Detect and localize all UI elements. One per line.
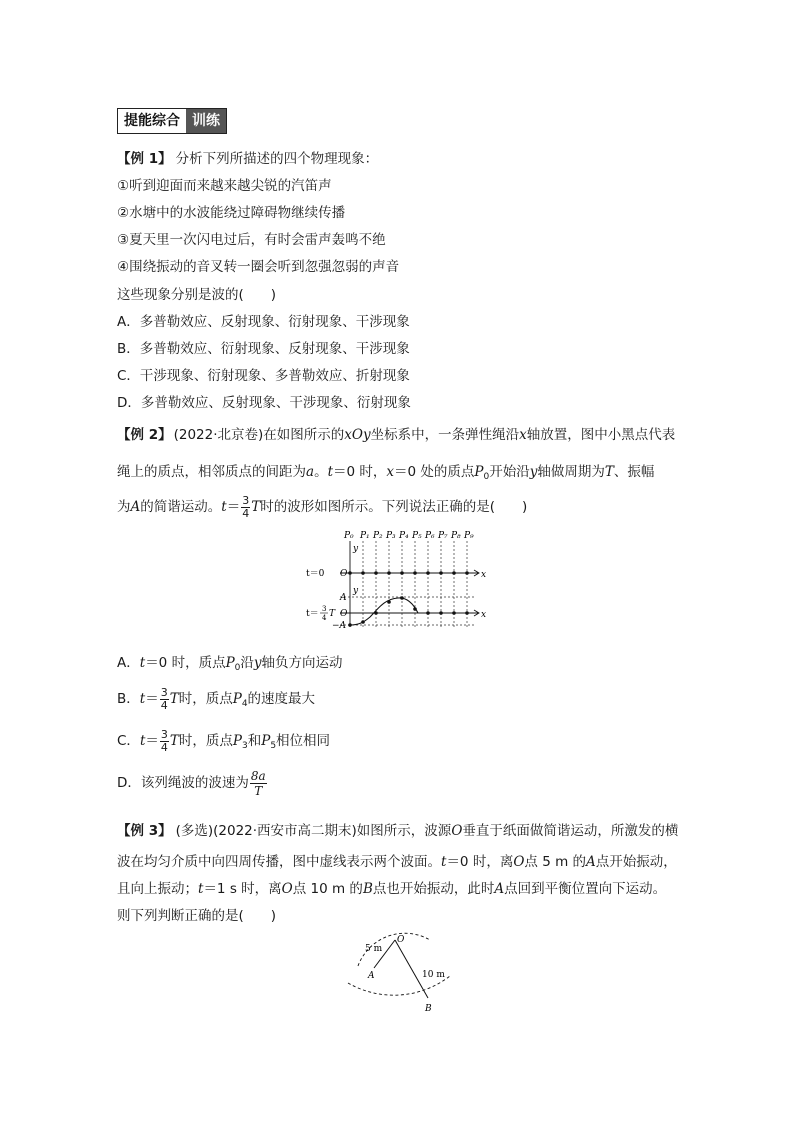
y-label-top: y bbox=[353, 544, 359, 554]
ex3-text: 点也开始振动，此时 bbox=[372, 881, 495, 897]
ex2-tag: 【例 2】 bbox=[117, 427, 172, 443]
ex2-var: t bbox=[221, 499, 227, 515]
segment-ob bbox=[395, 940, 428, 998]
frac-den: T bbox=[254, 783, 263, 798]
ex2-text: 轴做周期为 bbox=[537, 464, 605, 480]
ex2-line-2 bbox=[117, 463, 654, 486]
opt-sub: 0 bbox=[234, 663, 241, 673]
t34-prefix: t＝ bbox=[306, 609, 319, 619]
opt-var: P bbox=[225, 655, 235, 671]
ex1-question bbox=[117, 150, 378, 168]
opt-d-fraction bbox=[250, 769, 267, 798]
ex2-text: ＝0 时， bbox=[333, 464, 387, 480]
ex3-tag: 【例 3】 bbox=[117, 823, 172, 839]
ex2-text: 绳上的质点，相邻质点的间距为 bbox=[117, 464, 306, 480]
frac-den: 4 bbox=[160, 698, 168, 712]
ex3-var: O bbox=[513, 854, 525, 870]
label-p7: P₇ bbox=[438, 531, 448, 541]
ex3-var: A bbox=[494, 881, 505, 897]
label-p1: P₁ bbox=[360, 531, 370, 541]
opt-text: ＝0 时，质点 bbox=[145, 655, 226, 671]
ex2-text: 的简谐运动。 bbox=[140, 499, 222, 515]
opt-b-fraction bbox=[160, 687, 169, 712]
point-labels bbox=[343, 531, 474, 541]
fig3-labels bbox=[365, 935, 445, 1014]
opt-var: t bbox=[139, 733, 146, 749]
frac-num: 8a bbox=[250, 768, 266, 783]
ex3-line-3 bbox=[117, 880, 666, 898]
ex2-option-c bbox=[117, 726, 330, 761]
ex2-text: 、振幅 bbox=[613, 464, 655, 480]
ex2-text: ＝ bbox=[226, 499, 241, 515]
label-p4: P₄ bbox=[399, 531, 409, 541]
frac-den: 4 bbox=[160, 740, 168, 754]
opt-text: 轴负方向运动 bbox=[261, 655, 343, 671]
ex3-var: t bbox=[441, 854, 447, 870]
ex2-text: 开始沿 bbox=[489, 464, 530, 480]
axis-labels bbox=[306, 544, 486, 631]
t34-num: 3 bbox=[322, 605, 327, 613]
ex3-var: B bbox=[362, 881, 373, 897]
opt-var: t bbox=[139, 655, 146, 671]
ex2-line-1 bbox=[117, 426, 675, 444]
ex2-text: 。 bbox=[314, 464, 328, 480]
opt-var: P bbox=[232, 691, 242, 707]
origin-label-bottom: O bbox=[340, 609, 348, 619]
x-label-top: x bbox=[481, 570, 487, 580]
label-p0: P₀ bbox=[344, 531, 354, 541]
origin-label-top: O bbox=[340, 569, 348, 579]
ex3-text: 点 5 m 的 bbox=[524, 854, 587, 870]
ex2-var: y bbox=[529, 464, 538, 480]
ex2-var: t bbox=[327, 464, 333, 480]
opt-text: 相位相同 bbox=[276, 733, 331, 749]
label-b: B bbox=[425, 1004, 432, 1014]
label-p8: P₈ bbox=[451, 531, 461, 541]
ex2-var: x bbox=[519, 427, 527, 443]
frac-num: 3 bbox=[242, 493, 250, 507]
frac-num: 3 bbox=[160, 727, 168, 741]
label-p9: P₉ bbox=[464, 531, 474, 541]
ex1-item-4: ④围绕振动的音叉转一圈会听到忽强忽弱的声音 bbox=[117, 259, 400, 275]
opt-text: 时，质点 bbox=[178, 691, 233, 707]
ex1-question-text: 分析下列所描述的四个物理现象： bbox=[175, 151, 379, 167]
ex2-text: 轴放置，图中小黑点代表 bbox=[526, 427, 676, 443]
ex2-text: (2022·北京卷)在如图所示的 bbox=[173, 427, 345, 443]
opt-var: P bbox=[261, 733, 271, 749]
neg-amp-label: −A bbox=[332, 621, 347, 631]
ex2-option-d bbox=[117, 766, 268, 800]
ex2-fraction bbox=[241, 495, 250, 520]
label-p3: P₃ bbox=[386, 531, 396, 541]
ex2-var: T bbox=[604, 464, 614, 480]
axes bbox=[340, 541, 478, 627]
ex3-text: (多选)(2022·西安市高二期末)如图所示，波源 bbox=[175, 823, 452, 839]
ex1-tag: 【例 1】 bbox=[117, 151, 172, 167]
section-header bbox=[117, 108, 227, 134]
x-label-bottom: x bbox=[481, 610, 487, 620]
opt-text: ＝ bbox=[145, 691, 159, 707]
ex1-option-d: D．多普勒效应、反射现象、干涉现象、衍射现象 bbox=[117, 395, 411, 411]
ex2-var: xOy bbox=[344, 427, 371, 443]
ex2-var: x bbox=[386, 464, 395, 480]
opt-sub: 4 bbox=[241, 699, 248, 709]
ex3-var: O bbox=[451, 823, 463, 839]
ex3-line-1 bbox=[117, 822, 678, 840]
ex1-stem: 这些现象分别是波的( ) bbox=[117, 287, 277, 303]
ex2-text: 为 bbox=[117, 499, 131, 515]
frac-den: 4 bbox=[242, 506, 250, 520]
ex2-var: a bbox=[306, 464, 315, 480]
ex2-subscript: 0 bbox=[483, 472, 490, 482]
opt-var: T bbox=[169, 733, 179, 749]
label-p6: P₆ bbox=[425, 531, 435, 541]
opt-var: P bbox=[232, 733, 242, 749]
frac-num: 3 bbox=[160, 685, 168, 699]
opt-var: t bbox=[139, 691, 146, 707]
ex2-text: ＝0 处的质点 bbox=[394, 464, 475, 480]
opt-sub: 3 bbox=[241, 741, 248, 751]
opt-prefix: C． bbox=[117, 733, 140, 749]
ex3-var: t bbox=[198, 881, 204, 897]
t34-den: 4 bbox=[322, 614, 327, 622]
opt-text: ＝ bbox=[145, 733, 159, 749]
ex2-option-b bbox=[117, 684, 315, 719]
ex3-line-4: 则下列判断正确的是( ) bbox=[117, 908, 277, 924]
label-10m: 10 m bbox=[422, 970, 445, 980]
label-5m: 5 m bbox=[365, 944, 383, 954]
ex1-item-1: ①听到迎面而来越来越尖锐的汽笛声 bbox=[117, 178, 332, 194]
ex2-line-3 bbox=[117, 492, 527, 522]
ex2-var: P bbox=[474, 464, 484, 480]
ex3-text: 波在均匀介质中向四周传播，图中虚线表示两个波面。 bbox=[117, 854, 441, 870]
wave-curve bbox=[350, 598, 418, 625]
ex3-wave-source-figure bbox=[340, 928, 470, 1018]
ex3-line-2 bbox=[117, 853, 677, 871]
ex2-var: A bbox=[130, 499, 141, 515]
opt-var: T bbox=[169, 691, 179, 707]
ex1-item-3: ③夏天里一次闪电过后，有时会雷声轰鸣不绝 bbox=[117, 232, 386, 248]
ex1-option-b: B．多普勒效应、衍射现象、反射现象、干涉现象 bbox=[117, 341, 410, 357]
label-p5: P₅ bbox=[412, 531, 422, 541]
section-header-right: 训练 bbox=[186, 109, 226, 133]
ex1-item-2: ②水塘中的水波能绕过障碍物继续传播 bbox=[117, 205, 346, 221]
ex2-option-a bbox=[117, 654, 343, 677]
label-o: O bbox=[397, 935, 405, 945]
ex3-var: O bbox=[281, 881, 293, 897]
opt-text: 时，质点 bbox=[178, 733, 233, 749]
ex3-text: 点 10 m 的 bbox=[292, 881, 363, 897]
section-header-left: 提能综合 bbox=[118, 109, 186, 133]
ex3-text: 且向上振动； bbox=[117, 881, 198, 897]
ex1-option-a: A．多普勒效应、反射现象、衍射现象、干涉现象 bbox=[117, 314, 410, 330]
amp-label: A bbox=[340, 593, 347, 603]
ex3-text: ＝1 s 时，离 bbox=[203, 881, 282, 897]
label-p2: P₂ bbox=[373, 531, 383, 541]
label-a: A bbox=[368, 971, 375, 981]
ex2-text: 坐标系中，一条弹性绳沿 bbox=[370, 427, 520, 443]
opt-text: 和 bbox=[247, 733, 262, 749]
t34-T: T bbox=[329, 609, 336, 619]
ex3-text: 点回到平衡位置向下运动。 bbox=[504, 881, 667, 897]
t0-label: t＝0 bbox=[306, 569, 325, 579]
ex3-text: 点开始振动， bbox=[595, 854, 677, 870]
opt-c-fraction bbox=[160, 729, 169, 754]
opt-text: 沿 bbox=[240, 655, 254, 671]
ex3-var: A bbox=[586, 854, 596, 870]
ex2-var: T bbox=[251, 499, 261, 515]
ex2-text: 时的波形如图所示。下列说法正确的是( ) bbox=[260, 499, 528, 515]
opt-var: y bbox=[253, 655, 262, 671]
opt-prefix: A． bbox=[117, 655, 140, 671]
ex3-text: 垂直于纸面做简谐运动，所激发的横 bbox=[462, 823, 679, 839]
opt-sub: 5 bbox=[270, 741, 277, 751]
ex3-text: ＝0 时，离 bbox=[446, 854, 514, 870]
y-label-bottom: y bbox=[353, 586, 359, 596]
opt-prefix: B． bbox=[117, 691, 140, 707]
ex2-wave-figure bbox=[300, 527, 500, 637]
opt-text: 的速度最大 bbox=[247, 691, 316, 707]
ex1-option-c: C．干涉现象、衍射现象、多普勒效应、折射现象 bbox=[117, 368, 410, 384]
opt-prefix: D．该列绳波的波速为 bbox=[117, 775, 249, 791]
